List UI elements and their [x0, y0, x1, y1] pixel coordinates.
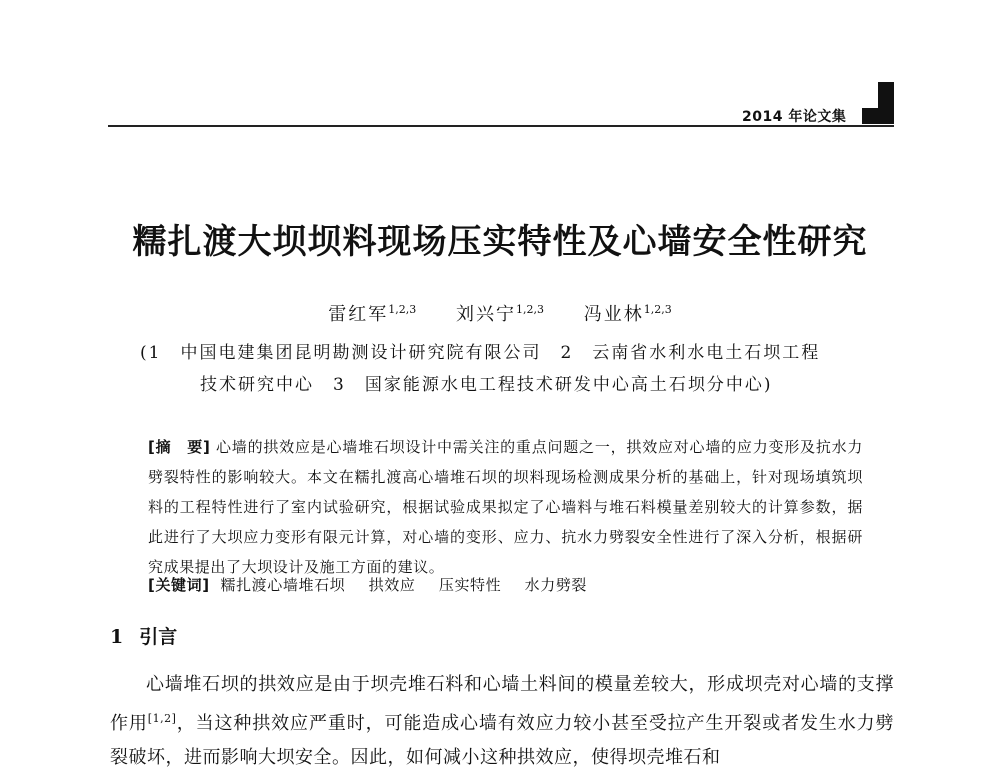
- affiliation-line: 技术研究中心 3 国家能源水电工程技术研发中心高土石坝分中心): [200, 375, 773, 395]
- abstract-label: [摘 要]: [148, 438, 211, 456]
- section-title: 引言: [139, 626, 178, 648]
- affiliation-line: (1 中国电建集团昆明勘测设计研究院有限公司 2 云南省水利水电土石坝工程: [140, 343, 821, 363]
- paper-title: 糯扎渡大坝坝料现场压实特性及心墙安全性研究: [132, 222, 868, 262]
- section-number: 1: [110, 626, 124, 648]
- author: 雷红军$^{1,2,3}$: [328, 303, 417, 325]
- keywords: [148, 574, 863, 595]
- keyword: 压实特性: [438, 576, 502, 594]
- author: 冯业林$^{1,2,3}$: [583, 303, 672, 325]
- author: 刘兴宁$^{1,2,3}$: [456, 303, 544, 325]
- header-rule: [108, 125, 894, 127]
- keywords-label: [关键词]: [148, 576, 210, 594]
- keyword: 拱效应: [368, 576, 416, 594]
- citation: [1,2]: [147, 712, 177, 725]
- keyword: 水力劈裂: [524, 576, 588, 594]
- abstract-text: 心墙的拱效应是心墙堆石坝设计中需关注的重点问题之一，拱效应对心墙的应力变形及抗水力劈裂特性的影响较大。本文在糯扎渡高心墙堆石坝的坝料现场检测成果分析的基础上，针对现场填筑坝料的工程特性进行了室内试验研究，根据试验成果拟定了心墙料与堆石料模量差别较大的计算参数，据此进行了大坝应力变形有限元计算，对心墙的变形、应力、抗水力劈裂安全性进行了深入分析，根据研究成果提出了大坝设计及施工方面的建议。: [148, 438, 863, 576]
- running-head: 2014 年论文集: [742, 109, 847, 125]
- abstract: [148, 432, 863, 582]
- body-paragraph: 心墙堆石坝的拱效应是由于坝壳堆石料和心墙土料间的模量差较大，形成坝壳对心墙的支撑作用[1,2]，当这种拱效应严重时，可能造成心墙有效应力较小甚至受拉产生开裂或者发生水力劈裂破坏，进而影响大坝安全。因此，如何减小这种拱效应，使得坝壳堆石和: [110, 674, 895, 768]
- section-heading: [110, 622, 177, 649]
- header-decoration-block: [862, 108, 894, 124]
- keyword: 糯扎渡心墙堆石坝: [220, 576, 346, 594]
- author-list: [0, 300, 1000, 326]
